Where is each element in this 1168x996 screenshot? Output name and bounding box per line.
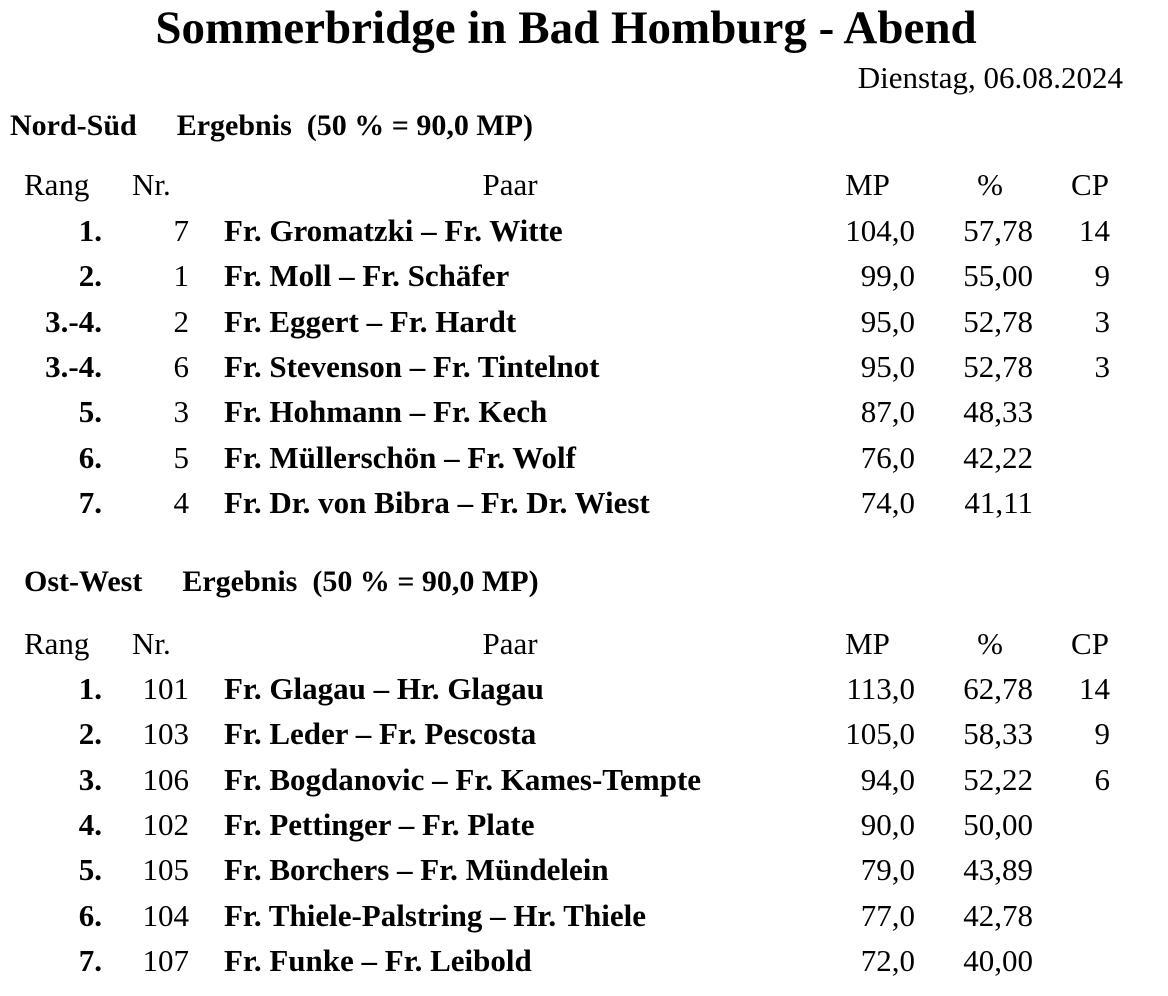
pair-number-cell: 7 [173,213,189,248]
matchpoints-cell: 104,0 [845,213,915,248]
matchpoints-cell: 74,0 [860,484,915,520]
pair-names-cell: Fr. Gromatzki – Fr. Witte [224,213,563,248]
pair-number-cell: 1 [173,258,189,294]
table-header-row [0,622,1168,666]
percentage-cell: 55,00 [963,258,1033,294]
table-row [0,667,1168,711]
section-name: Nord-Süd [10,109,137,142]
pair-names-cell: Fr. Bogdanovic – Fr. Kames-Tempte [224,761,702,797]
matchpoints-cell: 77,0 [860,897,915,933]
event-date: Dienstag, 06.08.2024 [857,60,1123,95]
pair-number-cell: 104 [142,897,189,933]
pair-names-cell: Fr. Borchers – Fr. Mündelein [224,852,609,888]
table-row [0,803,1168,847]
table-row [0,758,1168,802]
col-header-mp: MP [845,167,890,202]
col-header-pct: % [977,167,1003,202]
pair-names-cell: Fr. Pettinger – Fr. Plate [224,806,535,842]
rank-cell: 6. [78,439,102,475]
percentage-cell: 50,00 [963,806,1033,842]
percentage-cell: 62,78 [963,671,1033,706]
rank-cell: 3.-4. [45,348,102,384]
table-row [0,436,1168,480]
pair-names-cell: Fr. Dr. von Bibra – Fr. Dr. Wiest [224,484,650,520]
matchpoints-cell: 79,0 [860,852,915,888]
table-row [0,254,1168,298]
clubpoints-cell: 6 [1094,761,1110,797]
percentage-cell: 58,33 [963,716,1033,752]
pair-number-cell: 105 [142,852,189,888]
table-row [0,390,1168,434]
pair-names-cell: Fr. Funke – Fr. Leibold [224,942,532,978]
col-header-nr: Nr. [132,167,171,202]
rank-cell: 3. [78,761,102,797]
pair-names-cell: Fr. Glagau – Hr. Glagau [224,671,544,706]
rank-cell: 2. [78,258,102,294]
rank-cell: 5. [78,852,102,888]
page-title: Sommerbridge in Bad Homburg - Abend [155,2,977,54]
percentage-cell: 43,89 [963,852,1033,888]
col-header-paar: Paar [482,167,538,202]
col-header-rang: Rang [24,167,90,202]
percentage-cell: 42,78 [963,897,1033,933]
percentage-cell: 52,78 [963,303,1033,339]
pair-number-cell: 107 [142,942,189,978]
pair-number-cell: 2 [173,303,189,339]
table-row [0,300,1168,344]
pair-number-cell: 5 [173,439,189,475]
section-subtitle: Ergebnis (50 % = 90,0 MP) [182,565,539,598]
pair-number-cell: 102 [142,806,189,842]
rank-cell: 1. [78,213,102,248]
matchpoints-cell: 105,0 [845,716,915,752]
section-name: Ost-West [24,565,143,598]
section-heading-ost-west [24,564,539,600]
percentage-cell: 52,22 [963,761,1033,797]
pair-names-cell: Fr. Leder – Fr. Pescosta [224,716,537,752]
matchpoints-cell: 95,0 [860,348,915,384]
rank-cell: 7. [78,942,102,978]
col-header-cp: CP [1071,167,1109,202]
pair-number-cell: 4 [173,484,189,520]
pair-number-cell: 106 [142,761,189,797]
percentage-cell: 57,78 [963,213,1033,248]
pair-number-cell: 6 [173,348,189,384]
table-row [0,894,1168,938]
pair-number-cell: 3 [173,394,189,430]
pair-names-cell: Fr. Eggert – Fr. Hardt [224,303,517,339]
rank-cell: 3.-4. [45,303,102,339]
col-header-rang: Rang [24,626,90,661]
clubpoints-cell: 14 [1079,671,1110,706]
rank-cell: 5. [78,394,102,430]
section-subtitle: Ergebnis (50 % = 90,0 MP) [176,109,533,142]
clubpoints-cell: 9 [1094,258,1110,294]
matchpoints-cell: 94,0 [860,761,915,797]
rank-cell: 1. [78,671,102,706]
percentage-cell: 42,22 [963,439,1033,475]
percentage-cell: 41,11 [964,484,1033,520]
matchpoints-cell: 90,0 [860,806,915,842]
clubpoints-cell: 3 [1094,303,1110,339]
matchpoints-cell: 72,0 [860,942,915,978]
percentage-cell: 52,78 [963,348,1033,384]
col-header-nr: Nr. [132,626,171,661]
clubpoints-cell: 3 [1094,348,1110,384]
rank-cell: 7. [78,484,102,520]
table-row [0,939,1168,983]
table-header-row [0,163,1168,207]
col-header-pct: % [977,626,1003,661]
col-header-mp: MP [845,626,890,661]
table-row [0,712,1168,756]
percentage-cell: 40,00 [963,942,1033,978]
rank-cell: 6. [78,897,102,933]
matchpoints-cell: 95,0 [860,303,915,339]
pair-number-cell: 101 [142,671,189,706]
rank-cell: 4. [78,806,102,842]
percentage-cell: 48,33 [963,394,1033,430]
table-row [0,481,1168,525]
matchpoints-cell: 87,0 [860,394,915,430]
matchpoints-cell: 76,0 [860,439,915,475]
pair-names-cell: Fr. Hohmann – Fr. Kech [224,394,548,430]
section-heading-nord-sued [10,108,533,144]
rank-cell: 2. [78,716,102,752]
table-row [0,209,1168,253]
col-header-paar: Paar [482,626,538,661]
pair-names-cell: Fr. Moll – Fr. Schäfer [224,258,510,294]
table-row [0,345,1168,389]
matchpoints-cell: 113,0 [846,671,915,706]
pair-names-cell: Fr. Stevenson – Fr. Tintelnot [224,348,600,384]
pair-number-cell: 103 [142,716,189,752]
table-row [0,848,1168,892]
col-header-cp: CP [1071,626,1109,661]
clubpoints-cell: 14 [1079,213,1110,248]
clubpoints-cell: 9 [1094,716,1110,752]
matchpoints-cell: 99,0 [860,258,915,294]
pair-names-cell: Fr. Müllerschön – Fr. Wolf [224,439,576,475]
pair-names-cell: Fr. Thiele-Palstring – Hr. Thiele [224,897,646,933]
